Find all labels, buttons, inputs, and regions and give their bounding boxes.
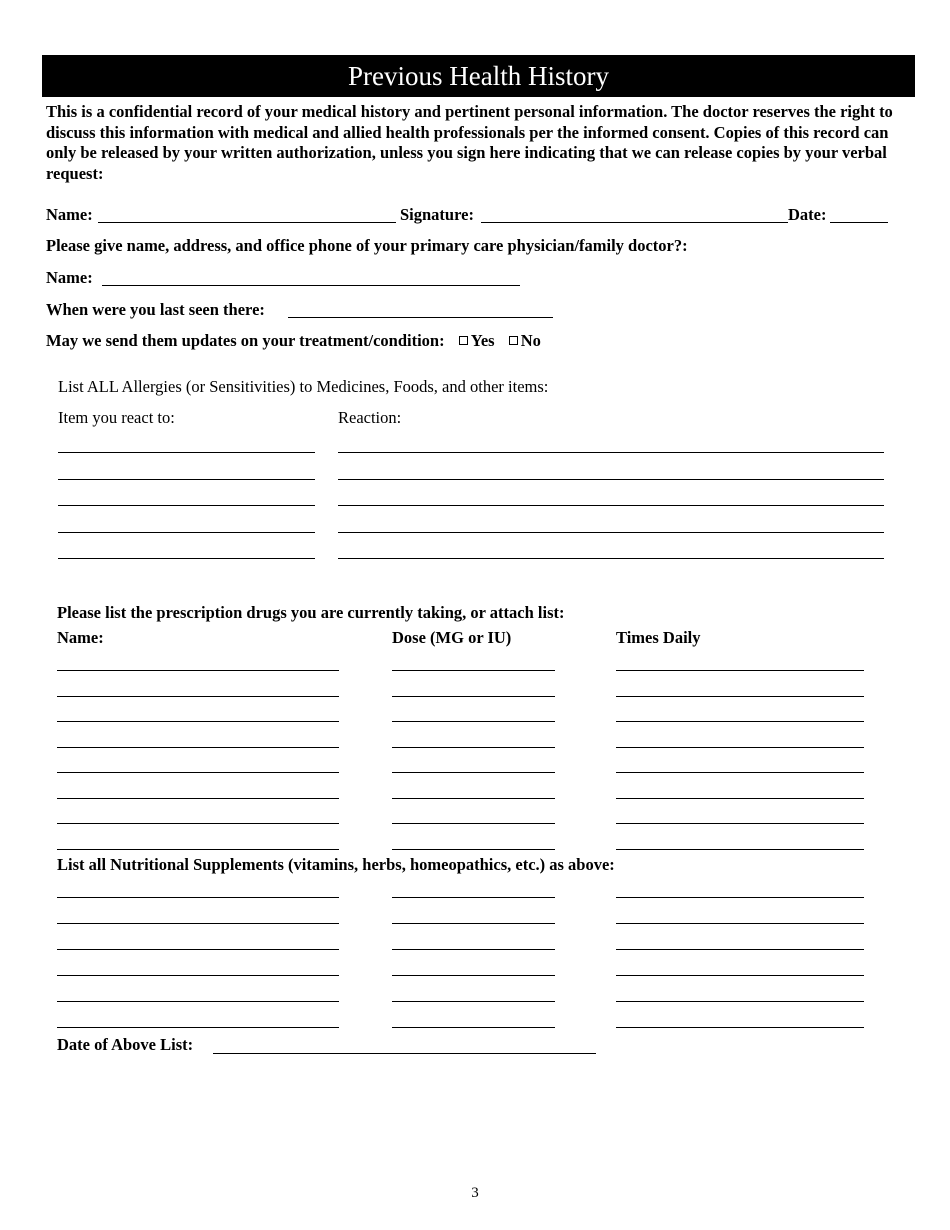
rx-times-field[interactable] — [616, 849, 864, 850]
rx-dose-field[interactable] — [392, 721, 555, 722]
supplement-times-field[interactable] — [616, 975, 864, 976]
rx-dose-field[interactable] — [392, 670, 555, 671]
rx-name-field[interactable] — [57, 772, 339, 773]
page-title: Previous Health History — [42, 55, 915, 97]
rx-times-field[interactable] — [616, 670, 864, 671]
date-of-list-field[interactable] — [213, 1053, 596, 1054]
supplement-dose-field[interactable] — [392, 949, 555, 950]
rx-name-field[interactable] — [57, 696, 339, 697]
rx-dose-field[interactable] — [392, 772, 555, 773]
rx-name-field[interactable] — [57, 823, 339, 824]
allergy-item-header: Item you react to: — [58, 408, 175, 427]
allergies-heading: List ALL Allergies (or Sensitivities) to Medicines, Foods, and other items: — [58, 377, 549, 396]
consent-date-label: Date: — [788, 205, 827, 224]
allergy-reaction-field[interactable] — [338, 505, 884, 506]
consent-name-field[interactable] — [98, 222, 396, 223]
supplement-times-field[interactable] — [616, 1027, 864, 1028]
physician-name-label: Name: — [46, 268, 93, 287]
supplement-dose-field[interactable] — [392, 1001, 555, 1002]
yes-label: Yes — [470, 331, 495, 350]
rx-name-field[interactable] — [57, 849, 339, 850]
rx-times-field[interactable] — [616, 798, 864, 799]
supplement-dose-field[interactable] — [392, 975, 555, 976]
consent-signature-field[interactable] — [481, 222, 788, 223]
physician-question: Please give name, address, and office phone of your primary care physician/family doctor?: — [46, 236, 688, 255]
consent-name-label: Name: — [46, 205, 93, 224]
rx-name-field[interactable] — [57, 798, 339, 799]
allergy-reaction-field[interactable] — [338, 558, 884, 559]
allergy-item-field[interactable] — [58, 479, 315, 480]
rx-dose-field[interactable] — [392, 849, 555, 850]
supplement-name-field[interactable] — [57, 897, 339, 898]
supplement-name-field[interactable] — [57, 1027, 339, 1028]
prescriptions-heading: Please list the prescription drugs you are currently taking, or attach list: — [57, 603, 565, 622]
rx-name-field[interactable] — [57, 670, 339, 671]
updates-question-row — [46, 331, 541, 351]
page-number: 3 — [471, 1185, 479, 1201]
rx-times-field[interactable] — [616, 721, 864, 722]
supplement-dose-field[interactable] — [392, 1027, 555, 1028]
supplement-name-field[interactable] — [57, 1001, 339, 1002]
consent-signature-label: Signature: — [400, 205, 474, 224]
rx-times-field[interactable] — [616, 772, 864, 773]
physician-name-field[interactable] — [102, 285, 520, 286]
allergy-item-field[interactable] — [58, 505, 315, 506]
allergy-item-field[interactable] — [58, 452, 315, 453]
allergy-reaction-field[interactable] — [338, 452, 884, 453]
supplement-times-field[interactable] — [616, 923, 864, 924]
consent-date-field[interactable] — [830, 222, 888, 223]
supplement-times-field[interactable] — [616, 897, 864, 898]
rx-dose-header: Dose (MG or IU) — [392, 628, 512, 647]
allergy-item-field[interactable] — [58, 532, 315, 533]
last-seen-field[interactable] — [288, 317, 553, 318]
supplement-dose-field[interactable] — [392, 923, 555, 924]
allergy-reaction-field[interactable] — [338, 532, 884, 533]
rx-name-header: Name: — [57, 628, 104, 647]
yes-checkbox[interactable] — [459, 336, 468, 345]
allergy-item-field[interactable] — [58, 558, 315, 559]
supplement-name-field[interactable] — [57, 975, 339, 976]
rx-name-field[interactable] — [57, 747, 339, 748]
rx-dose-field[interactable] — [392, 823, 555, 824]
allergy-reaction-header: Reaction: — [338, 408, 402, 427]
rx-dose-field[interactable] — [392, 798, 555, 799]
allergy-reaction-field[interactable] — [338, 479, 884, 480]
rx-name-field[interactable] — [57, 721, 339, 722]
rx-times-header: Times Daily — [616, 628, 701, 647]
no-label: No — [520, 331, 541, 350]
rx-dose-field[interactable] — [392, 696, 555, 697]
rx-times-field[interactable] — [616, 696, 864, 697]
supplement-times-field[interactable] — [616, 949, 864, 950]
rx-times-field[interactable] — [616, 747, 864, 748]
supplement-dose-field[interactable] — [392, 897, 555, 898]
supplement-times-field[interactable] — [616, 1001, 864, 1002]
supplements-heading: List all Nutritional Supplements (vitamins, herbs, homeopathics, etc.) as above: — [57, 855, 615, 874]
supplement-name-field[interactable] — [57, 923, 339, 924]
supplement-name-field[interactable] — [57, 949, 339, 950]
no-checkbox[interactable] — [509, 336, 518, 345]
date-of-list-label: Date of Above List: — [57, 1035, 194, 1054]
rx-dose-field[interactable] — [392, 747, 555, 748]
intro-text: This is a confidential record of your medical history and pertinent personal information. The doctor reserves the right to discuss this information with medical and allied health professionals per the informed consent. Copies of this record can only be released by your written authorization, unless you sign here indicating that we can release copies by your verbal request: — [46, 102, 893, 183]
rx-times-field[interactable] — [616, 823, 864, 824]
updates-question: May we send them updates on your treatment/condition: — [46, 331, 445, 350]
last-seen-label: When were you last seen there: — [46, 300, 265, 319]
